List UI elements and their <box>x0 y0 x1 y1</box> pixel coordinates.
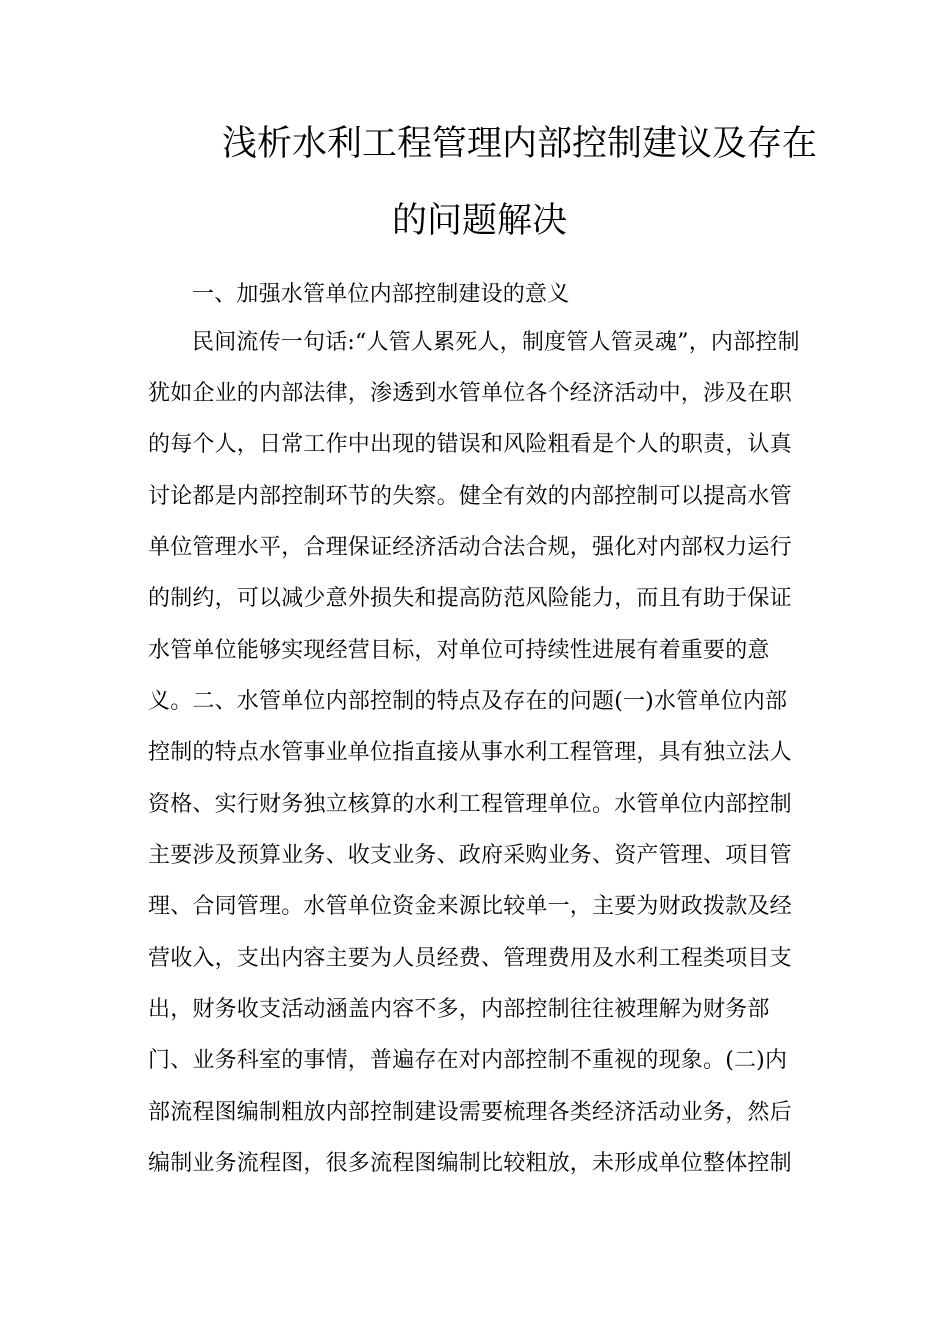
paragraph-line: 门、业务科室的事情，普遍存在对内部控制不重视的现象。(二)内 <box>148 1048 788 1073</box>
paragraph-line: 犹如企业的内部法律，渗透到水管单位各个经济活动中，涉及在职 <box>148 381 792 406</box>
document-title-line-1: 浅析水利工程管理内部控制建议及存在 <box>222 124 818 164</box>
paragraph-line: 控制的特点水管事业单位指直接从事水利工程管理，具有独立法人 <box>148 740 792 765</box>
paragraph-line: 的制约，可以减少意外损失和提高防范风险能力，而且有助于保证 <box>148 586 792 611</box>
document-title-line-2: 的问题解决 <box>392 201 568 241</box>
paragraph-line: 的每个人，日常工作中出现的错误和风险粗看是个人的职责，认真 <box>148 432 792 457</box>
paragraph-line: 营收入，支出内容主要为人员经费、管理费用及水利工程类项目支 <box>148 946 792 971</box>
paragraph-line: 部流程图编制粗放内部控制建设需要梳理各类经济活动业务，然后 <box>148 1100 792 1125</box>
paragraph-line: 水管单位能够实现经营目标，对单位可持续性进展有着重要的意 <box>148 638 770 663</box>
paragraph-line: 义。二、水管单位内部控制的特点及存在的问题(一)水管单位内部 <box>148 689 788 714</box>
paragraph-line: 资格、实行财务独立核算的水利工程管理单位。水管单位内部控制 <box>148 792 792 817</box>
paragraph-line: 出，财务收支活动涵盖内容不多，内部控制往往被理解为财务部 <box>148 997 770 1022</box>
paragraph-line: 主要涉及预算业务、收支业务、政府采购业务、资产管理、项目管 <box>148 843 792 868</box>
paragraph-line: 单位管理水平，合理保证经济活动合法合规，强化对内部权力运行 <box>148 535 792 560</box>
paragraph-line: 讨论都是内部控制环节的失察。健全有效的内部控制可以提高水管 <box>148 484 792 509</box>
paragraph-line: 编制业务流程图，很多流程图编制比较粗放，未形成单位整体控制 <box>148 1151 792 1176</box>
paragraph-line: 民间流传一句话:“人管人累死人，制度管人管灵魂”，内部控制 <box>192 330 800 355</box>
section-heading-1: 一、加强水管单位内部控制建设的意义 <box>192 282 570 307</box>
paragraph-line: 理、合同管理。水管单位资金来源比较单一，主要为财政拨款及经 <box>148 894 792 919</box>
